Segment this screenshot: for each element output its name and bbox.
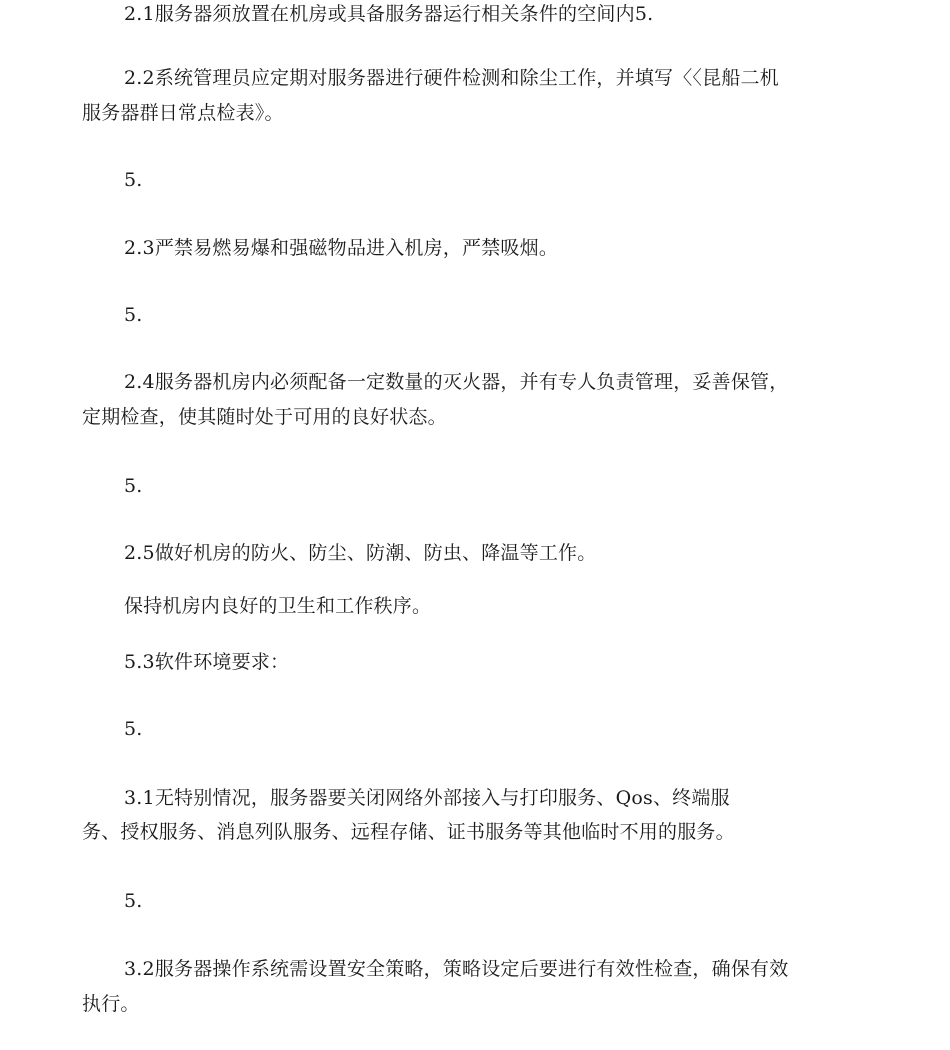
paragraph-2-4-line-2: 定期检查，使其随时处于可用的良好状态。 [82, 406, 447, 428]
paragraph-3-2-line-2: 执行。 [82, 993, 140, 1015]
paragraph-2-3: 2.3严禁易燃易爆和强磁物品进入机房，严禁吸烟。 [124, 237, 559, 259]
section-number: 5. [124, 304, 143, 326]
paragraph-2-2-line-1: 2.2系统管理员应定期对服务器进行硬件检测和除尘工作，并填写〈〈昆船二机 [124, 67, 779, 89]
section-number: 5. [124, 718, 143, 740]
paragraph-2-4-line-1: 2.4服务器机房内必须配备一定数量的灭火器，并有专人负责管理，妥善保管， [124, 371, 789, 393]
paragraph-3-1-line-2: 务、授权服务、消息列队服务、远程存储、证书服务等其他临时不用的服务。 [82, 821, 735, 843]
section-number: 5. [124, 169, 143, 191]
paragraph-hygiene: 保持机房内良好的卫生和工作秩序。 [124, 595, 432, 617]
section-heading-5-3: 5.3软件环境要求： [124, 651, 290, 673]
paragraph-2-2-line-2: 服务器群日常点检表》。 [82, 102, 284, 124]
section-number: 5. [124, 890, 143, 912]
paragraph-3-1-line-1: 3.1无特别情况，服务器要关闭网络外部接入与打印服务、Qos、终端服 [124, 787, 730, 809]
section-number: 5. [124, 475, 143, 497]
paragraph-2-1: 2.1服务器须放置在机房或具备服务器运行相关条件的空间内5. [124, 3, 654, 25]
paragraph-2-5: 2.5做好机房的防火、防尘、防潮、防虫、降温等工作。 [124, 542, 597, 564]
paragraph-3-2-line-1: 3.2服务器操作系统需设置安全策略，策略设定后要进行有效性检查，确保有效 [124, 958, 789, 980]
